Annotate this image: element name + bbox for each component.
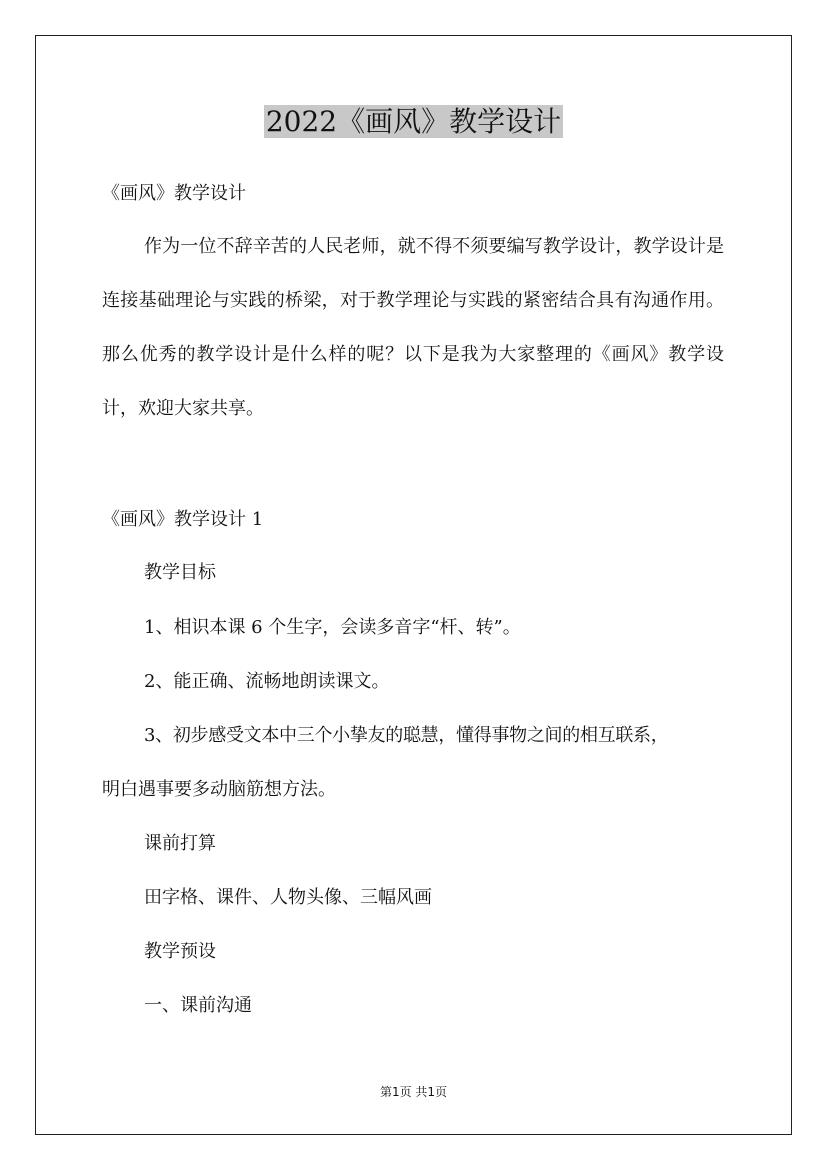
goal-item-2: 2、能正确、流畅地朗读课文。 [144,671,390,692]
section-heading: 《画风》教学设计 1 [102,509,264,530]
intro-paragraph: 作为一位不辞辛苦的人民老师，就不得不须要编写教学设计，教学设计是连接基础理论与实践的桥梁，对于教学理论与实践的紧密结合具有沟通作用。那么优秀的教学设计是什么样的呢？以下是我为大家整理的《画风》教学设计，欢迎大家共享。 [102,236,724,419]
step-1: 一、课前沟通 [144,995,252,1016]
preset-heading: 教学预设 [144,941,216,962]
page-number: 第1页 共1页 [379,1085,448,1099]
document-subtitle: 《画风》教学设计 [102,183,246,204]
document-title: 2022《画风》教学设计 [265,105,562,138]
prep-items: 田字格、课件、人物头像、三幅风画 [144,887,432,908]
goal-item-3-line-2: 明白遇事要多动脑筋想方法。 [102,779,336,800]
goals-heading: 教学目标 [144,562,216,583]
goal-item-1: 1、相识本课 6 个生字，会读多音字“杆、转”。 [144,617,521,638]
goal-item-3-line-1: 3、初步感受文本中三个小挚友的聪慧，懂得事物之间的相互联系， [144,725,669,746]
prep-heading: 课前打算 [144,833,216,854]
